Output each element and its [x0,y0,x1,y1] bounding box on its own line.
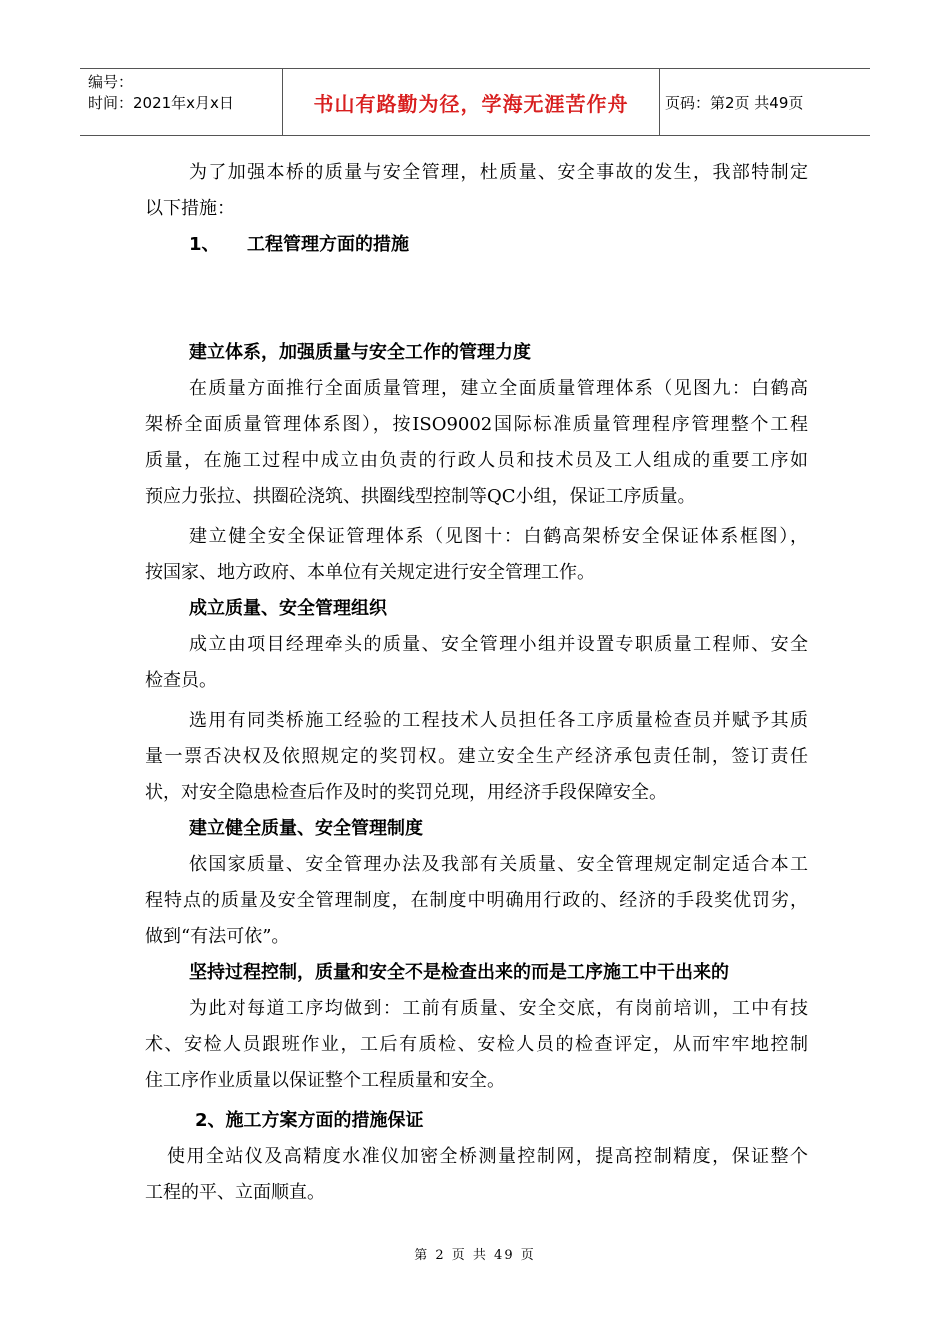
document-date-label: 时间：2021年x月x日 [88,94,234,112]
subheading-system: 建立体系，加强质量与安全工作的管理力度 [189,342,531,363]
document-number-label: 编号： [88,73,134,91]
subheading-rules: 建立健全质量、安全管理制度 [189,818,423,839]
paragraph-line: 住工序作业质量以保证整个工程质量和安全。 [145,1070,505,1091]
paragraph-line: 质量，在施工过程中成立由负责的行政人员和技术员及工人组成的重要工序如 [145,450,808,471]
paragraph-line: 建立健全安全保证管理体系（见图十：白鹤高架桥安全保证体系框图）， [189,526,808,547]
section-heading-2: 2、施工方案方面的措施保证 [195,1110,424,1131]
paragraph-line: 检查员。 [145,670,217,691]
intro-line: 为了加强本桥的质量与安全管理，杜质量、安全事故的发生，我部特制定 [189,162,808,183]
paragraph-line: 依国家质量、安全管理办法及我部有关质量、安全管理规定制定适合本工 [189,854,808,875]
page-footer: 第 2 页 共 49 页 [414,1248,536,1263]
header-motto-cell [282,69,660,135]
section-number: 1、 [189,234,220,255]
subheading-process: 坚持过程控制，质量和安全不是检查出来的而是工序施工中干出来的 [189,962,729,983]
paragraph-line: 为此对每道工序均做到：工前有质量、安全交底，有岗前培训，工中有技 [189,998,808,1019]
paragraph-line: 按国家、地方政府、本单位有关规定进行安全管理工作。 [145,562,595,583]
paragraph-line: 成立由项目经理牵头的质量、安全管理小组并设置专职质量工程师、安全 [189,634,808,655]
section-heading-1 [189,228,409,262]
paragraph-line: 工程的平、立面顺直。 [145,1182,325,1203]
paragraph-line: 使用全站仪及高精度水准仪加密全桥测量控制网，提高控制精度，保证整个 [167,1146,808,1167]
paragraph-line: 程特点的质量及安全管理制度，在制度中明确用行政的、经济的手段奖优罚劣， [145,890,808,911]
paragraph-line: 量一票否决权及依照规定的奖罚权。建立安全生产经济承包责任制，签订责任 [145,746,808,767]
header-page-info: 页码：第2页 共49页 [665,93,804,112]
paragraph-line: 选用有同类桥施工经验的工程技术人员担任各工序质量检查员并赋予其质 [189,710,808,731]
paragraph-line: 术、安检人员跟班作业，工后有质检、安检人员的检查评定，从而牢牢地控制 [145,1034,808,1055]
paragraph-line: 做到“有法可依”。 [145,926,290,947]
header-info-cell [80,69,282,135]
section-title: 工程管理方面的措施 [247,234,409,255]
page-header [80,68,870,136]
paragraph-line: 架桥全面质量管理体系图），按ISO9002国际标准质量管理程序管理整个工程 [145,414,808,435]
subheading-org: 成立质量、安全管理组织 [189,598,387,619]
paragraph-line: 在质量方面推行全面质量管理，建立全面质量管理体系（见图九：白鹤高 [189,378,808,399]
header-motto: 书山有路勤为径，学海无涯苦作舟 [313,91,629,116]
paragraph-line: 预应力张拉、拱圈砼浇筑、拱圈线型控制等QC小组，保证工序质量。 [145,486,696,507]
paragraph-line: 状，对安全隐患检查后作及时的奖罚兑现，用经济手段保障安全。 [145,782,667,803]
intro-line: 以下措施： [145,198,235,219]
header-page-cell [659,69,870,135]
